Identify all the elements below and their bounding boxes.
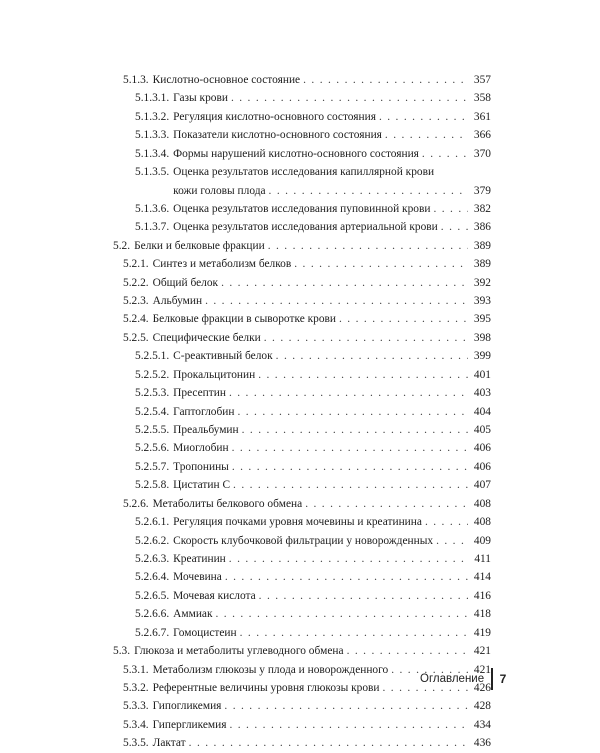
dot-leader (233, 476, 468, 494)
dot-leader (303, 71, 468, 89)
toc-entry-page: 421 (473, 663, 491, 676)
toc-entry-title: Лактат (152, 737, 186, 750)
toc-entry-title: Показатели кислотно-основного состояния (173, 129, 382, 142)
toc-entry-title: Метаболизм глюкозы у плода и новорожденного (152, 663, 389, 676)
dot-leader (232, 458, 468, 476)
toc-entry[interactable] (113, 347, 491, 365)
toc-entry-title: Преальбумин (173, 424, 239, 437)
toc-entry-title: Цистатин С (173, 479, 231, 492)
toc-entry-number: 5.2. (113, 239, 131, 252)
dot-leader (225, 568, 468, 586)
toc-entry-title: Мочевина (173, 571, 222, 584)
toc-entry-title: Оценка результатов исследования капиллярной крови (173, 166, 435, 179)
toc-entry-page: 406 (473, 460, 491, 473)
toc-entry-title: Креатинин (173, 552, 226, 565)
toc-entry-number: 5.1.3.2. (135, 110, 170, 123)
toc-entry-page: 434 (473, 718, 491, 731)
toc-entry-page: 403 (473, 387, 491, 400)
toc-entry-page: 408 (473, 516, 491, 529)
toc-entry-number: 5.2.4. (123, 313, 149, 326)
toc-entry-number: 5.2.3. (123, 295, 149, 308)
dot-leader (422, 145, 468, 163)
toc-entry[interactable] (113, 200, 491, 218)
dot-leader (347, 642, 468, 660)
dot-leader (339, 310, 468, 328)
toc-entry-title: Формы нарушений кислотно-основного состояния (173, 147, 419, 160)
footer-divider (491, 668, 493, 690)
toc-entry[interactable] (113, 439, 491, 457)
dot-leader (229, 550, 468, 568)
toc-entry[interactable] (113, 163, 491, 200)
toc-entry-title: Мочевая кислота (173, 589, 256, 602)
toc-entry-number: 5.1.3.5. (135, 166, 170, 179)
toc-entry-title: Аммиак (173, 608, 213, 621)
toc-entry-page: 408 (473, 497, 491, 510)
dot-leader (232, 439, 468, 457)
toc-entry-title: Гаптоглобин (173, 405, 235, 418)
toc-entry-number: 5.3.1. (123, 663, 149, 676)
toc-entry-number: 5.2.6.1. (135, 516, 170, 529)
toc-entry-page: 411 (474, 552, 491, 565)
toc-entry-number: 5.1.3.6. (135, 202, 170, 215)
toc-entry-page: 393 (473, 295, 491, 308)
toc-entry-number: 5.2.5.3. (135, 387, 170, 400)
toc-entry-title: Метаболиты белкового обмена (152, 497, 303, 510)
dot-leader (433, 200, 468, 218)
dot-leader (385, 126, 468, 144)
toc-entry-title: Синтез и метаболизм белков (152, 258, 292, 271)
toc-entry-number: 5.2.5.4. (135, 405, 170, 418)
toc-entry-page: 357 (473, 74, 491, 86)
toc-entry-title: Белки и белковые фракции (134, 239, 265, 252)
toc-entry[interactable] (113, 292, 491, 310)
dot-leader (425, 513, 468, 531)
toc-entry-title: Глюкоза и метаболиты углеводного обмена (134, 645, 344, 658)
toc-entry-page: 389 (473, 258, 491, 271)
toc-entry-number: 5.2.6.2. (135, 534, 170, 547)
toc-entry-title: Регуляция почками уровня мочевины и креатинина (173, 516, 422, 529)
toc-entry-page: 395 (473, 313, 491, 326)
toc-entry[interactable] (113, 605, 491, 623)
dot-leader (294, 255, 468, 273)
toc-entry[interactable] (113, 716, 491, 734)
dot-leader (379, 108, 468, 126)
toc-entry-page: 436 (473, 737, 491, 750)
toc-entry-title-continued: кожи головы плода (173, 184, 266, 197)
table-of-contents (113, 71, 491, 753)
toc-entry[interactable] (113, 421, 491, 439)
toc-entry-number: 5.2.6.7. (135, 626, 170, 639)
toc-entry[interactable] (113, 89, 491, 107)
toc-entry[interactable] (113, 366, 491, 384)
toc-entry-title: Оценка результатов исследования артериальной крови (173, 221, 438, 234)
toc-entry-number: 5.2.6.4. (135, 571, 170, 584)
toc-entry-number: 5.3.2. (123, 681, 149, 694)
toc-entry-title: Гипергликемия (152, 718, 227, 731)
toc-entry[interactable] (113, 71, 491, 89)
dot-leader (276, 347, 468, 365)
toc-entry-page: 426 (473, 681, 491, 694)
toc-entry-page: 428 (473, 700, 491, 713)
toc-entry-number: 5.2.5.5. (135, 424, 170, 437)
toc-entry-page: 389 (473, 239, 491, 252)
toc-entry-number: 5.1.3.1. (135, 92, 170, 105)
toc-entry-page: 418 (473, 608, 491, 621)
dot-leader (436, 532, 468, 550)
toc-entry-title: Оценка результатов исследования пуповинной крови (173, 202, 431, 215)
toc-entry-number: 5.2.5.8. (135, 479, 170, 492)
toc-entry[interactable] (113, 495, 491, 513)
toc-entry-page: 361 (473, 110, 491, 123)
toc-entry-page: 406 (473, 442, 491, 455)
toc-entry-number: 5.2.6.6. (135, 608, 170, 621)
toc-entry[interactable] (113, 642, 491, 660)
page-footer (420, 668, 506, 690)
toc-entry-title: Общий белок (152, 276, 219, 289)
toc-entry-title: Кислотно-основное состояние (152, 74, 301, 86)
toc-entry-number: 5.1.3. (123, 74, 149, 86)
toc-entry-title: Гомоцистеин (173, 626, 237, 639)
toc-entry-number: 5.3. (113, 645, 131, 658)
toc-entry[interactable] (113, 145, 491, 163)
toc-entry-number: 5.2.5.7. (135, 460, 170, 473)
toc-entry-page: 398 (473, 331, 491, 344)
toc-entry-title: Белковые фракции в сыворотке крови (152, 313, 337, 326)
toc-entry-page: 419 (473, 626, 491, 639)
toc-entry-title: Скорость клубочковой фильтрации у новорожденных (173, 534, 434, 547)
dot-leader (264, 329, 468, 347)
toc-entry[interactable] (113, 476, 491, 494)
dot-leader (258, 366, 468, 384)
dot-leader (224, 697, 468, 715)
dot-leader (441, 218, 468, 236)
toc-entry-page: 386 (473, 221, 491, 234)
dot-leader (229, 716, 468, 734)
toc-entry-title: Референтные величины уровня глюкозы крови (152, 681, 380, 694)
toc-entry[interactable] (113, 532, 491, 550)
toc-entry-title: Газы крови (173, 92, 228, 105)
dot-leader (229, 384, 468, 402)
dot-leader (242, 421, 468, 439)
dot-leader (237, 403, 468, 421)
dot-leader (305, 495, 468, 513)
toc-entry-title: Гипогликемия (152, 700, 222, 713)
toc-entry[interactable] (113, 513, 491, 531)
toc-entry-number: 5.2.5.1. (135, 350, 170, 363)
toc-entry-page: 421 (473, 645, 491, 658)
toc-entry-number: 5.2.1. (123, 258, 149, 271)
toc-entry-title: Прокальцитонин (173, 368, 256, 381)
toc-entry-page: 379 (473, 184, 491, 197)
dot-leader (221, 274, 468, 292)
dot-leader (259, 587, 468, 605)
toc-entry[interactable] (113, 237, 491, 255)
dot-leader (268, 237, 468, 255)
toc-entry[interactable] (113, 384, 491, 402)
toc-entry[interactable] (113, 568, 491, 586)
toc-entry-page: 409 (473, 534, 491, 547)
toc-entry-title: Пресептин (173, 387, 226, 400)
toc-entry-page: 401 (473, 368, 491, 381)
toc-entry-page: 392 (473, 276, 491, 289)
page-number: 7 (499, 672, 507, 686)
toc-entry[interactable] (113, 310, 491, 328)
toc-entry-number: 5.3.5. (123, 737, 149, 750)
toc-entry[interactable] (113, 255, 491, 273)
toc-entry-number: 5.2.6. (123, 497, 149, 510)
toc-entry[interactable] (113, 218, 491, 236)
toc-entry-number: 5.2.6.3. (135, 552, 170, 565)
toc-entry[interactable] (113, 126, 491, 144)
toc-entry-page: 414 (473, 571, 491, 584)
dot-leader (231, 89, 468, 107)
toc-entry[interactable] (113, 108, 491, 126)
toc-entry-number: 5.1.3.7. (135, 221, 170, 234)
toc-entry-number: 5.3.3. (123, 700, 149, 713)
toc-entry-number: 5.2.2. (123, 276, 149, 289)
toc-entry-page: 405 (473, 424, 491, 437)
dot-leader (205, 292, 468, 310)
toc-entry[interactable] (113, 550, 491, 568)
dot-leader (269, 182, 468, 200)
toc-entry-number: 5.2.5. (123, 331, 149, 344)
toc-entry-page: 370 (473, 147, 491, 160)
toc-entry[interactable] (113, 458, 491, 476)
toc-entry-number: 5.2.5.6. (135, 442, 170, 455)
toc-entry-page: 366 (473, 129, 491, 142)
toc-entry[interactable] (113, 697, 491, 715)
toc-entry-number: 5.1.3.3. (135, 129, 170, 142)
dot-leader (216, 605, 469, 623)
toc-entry-number: 5.2.5.2. (135, 368, 170, 381)
toc-entry-number: 5.3.4. (123, 718, 149, 731)
toc-entry-page: 399 (473, 350, 491, 363)
toc-entry-number: 5.1.3.4. (135, 147, 170, 160)
toc-entry-page: 382 (473, 202, 491, 215)
toc-entry-number: 5.2.6.5. (135, 589, 170, 602)
toc-entry[interactable] (113, 329, 491, 347)
toc-entry-title: Тропонины (173, 460, 229, 473)
toc-entry-title: С-реактивный белок (173, 350, 273, 363)
toc-entry-title: Специфические белки (152, 331, 261, 344)
toc-entry-title: Регуляция кислотно-основного состояния (173, 110, 376, 123)
toc-entry-page: 358 (473, 92, 491, 105)
toc-entry[interactable] (113, 587, 491, 605)
toc-entry[interactable] (113, 274, 491, 292)
dot-leader (240, 624, 468, 642)
toc-entry-title: Альбумин (152, 295, 203, 308)
toc-entry-page: 404 (473, 405, 491, 418)
toc-entry[interactable] (113, 403, 491, 421)
footer-section-label: Оглавление (420, 673, 485, 685)
toc-entry-page: 416 (473, 589, 491, 602)
toc-entry[interactable] (113, 624, 491, 642)
toc-entry-page: 407 (473, 479, 491, 492)
toc-entry-title: Миоглобин (173, 442, 229, 455)
